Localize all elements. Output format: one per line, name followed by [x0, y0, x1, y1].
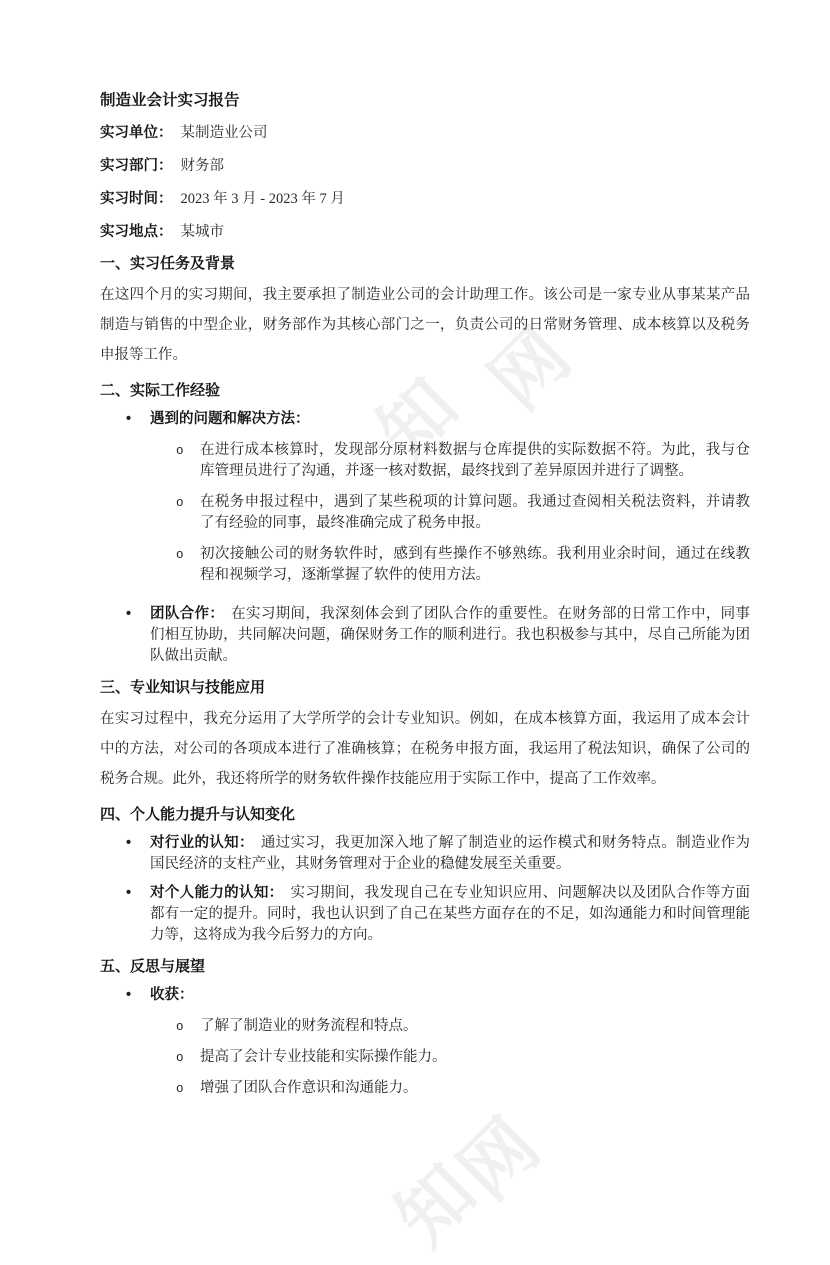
bullet-item — [100, 409, 750, 586]
sub-bullet-text: 了解了制造业的财务流程和特点。 — [200, 1018, 418, 1034]
meta-label: 实习时间： — [100, 191, 173, 207]
document-content — [100, 0, 750, 1099]
watermark-char: 知 — [362, 363, 474, 475]
section-paragraph-1: 在这四个月的实习期间，我主要承担了制造业公司的会计助理工作。该公司是一家专业从事某某产品制造与销售的中型企业，财务部作为其核心部门之一，负责公司的日常财务管理、成本核算以及税务申报等工作。 — [100, 287, 750, 363]
sub-bullet-item — [150, 492, 750, 534]
sub-bullet-item — [150, 544, 750, 586]
sub-bullet-marker-icon: o — [176, 1051, 184, 1065]
sub-bullet-list — [150, 1016, 750, 1099]
sub-bullet-item — [150, 1047, 750, 1068]
watermark-char: 网 — [474, 313, 586, 425]
sub-bullet-marker-icon: o — [176, 1020, 184, 1034]
sub-bullet-text: 提高了会计专业技能和实际操作能力。 — [200, 1049, 447, 1065]
bullet-marker-icon: • — [126, 835, 132, 851]
sub-bullet-text: 初次接触公司的财务软件时，感到有些操作不够熟练。我利用业余时间，通过在线教程和视频学习，逐渐掌握了软件的使用方法。 — [200, 546, 750, 583]
bullet-marker-icon: • — [126, 987, 132, 1003]
bullet-text: 通过实习，我更加深入地了解了制造业的运作模式和财务特点。制造业作为国民经济的支柱产业，其财务管理对于企业的稳健发展至关重要。 — [150, 835, 751, 872]
meta-row-location — [100, 222, 750, 243]
meta-value: 财务部 — [180, 158, 224, 174]
sub-bullet-marker-icon: o — [176, 548, 184, 562]
sub-bullet-marker-icon: o — [176, 496, 184, 510]
bullet-label: 遇到的问题和解决方法： — [150, 411, 310, 427]
sub-bullet-text: 在税务申报过程中，遇到了某些税项的计算问题。我通过查阅相关税法资料，并请教了有经验的同事，最终准确完成了税务申报。 — [200, 494, 750, 531]
section-heading-2: 二、实际工作经验 — [100, 382, 221, 399]
bullet-marker-icon: • — [126, 411, 132, 427]
meta-row-period — [100, 189, 750, 210]
bullet-label: 团队合作： — [150, 606, 225, 622]
meta-row-department — [100, 156, 750, 177]
section-paragraph-3: 在实习过程中，我充分运用了大学所学的会计专业知识。例如，在成本核算方面，我运用了成本会计中的方法，对公司的各项成本进行了准确核算；在税务申报方面，我运用了税法知识，确保了公司的税务合规。此外，我还将所学的财务软件操作技能应用于实际工作中，提高了工作效率。 — [100, 711, 750, 787]
sub-bullet-item — [150, 1016, 750, 1037]
bullet-item — [100, 883, 750, 946]
sub-bullet-marker-icon: o — [176, 1082, 184, 1096]
bullet-list — [100, 833, 750, 946]
meta-value: 某制造业公司 — [180, 125, 268, 141]
bullet-item — [100, 604, 750, 667]
bullet-list — [100, 409, 750, 667]
sub-bullet-item — [150, 1078, 750, 1099]
sub-bullet-marker-icon: o — [176, 444, 184, 458]
meta-row-unit — [100, 123, 750, 144]
bullet-list — [100, 985, 750, 1099]
bullet-text: 在实习期间，我深刻体会到了团队合作的重要性。在财务部的日常工作中，同事们相互协助，共同解决问题，确保财务工作的顺利进行。我也积极参与其中，尽自己所能为团队做出贡献。 — [150, 606, 751, 664]
section-heading-3: 三、专业知识与技能应用 — [100, 679, 266, 696]
meta-value: 某城市 — [180, 224, 224, 240]
sub-bullet-list — [150, 440, 750, 586]
meta-label: 实习部门： — [100, 158, 173, 174]
bullet-item — [100, 985, 750, 1099]
sub-bullet-text: 增强了团队合作意识和沟通能力。 — [200, 1080, 418, 1096]
watermark-char: 知 — [380, 1149, 492, 1261]
document-title: 制造业会计实习报告 — [100, 92, 240, 109]
section-heading-5: 五、反思与展望 — [100, 958, 206, 975]
section-heading-4: 四、个人能力提升与认知变化 — [100, 806, 296, 823]
meta-value: 2023 年 3 月 - 2023 年 7 月 — [180, 191, 345, 207]
sub-bullet-text: 在进行成本核算时，发现部分原材料数据与仓库提供的实际数据不符。为此，我与仓库管理员进行了沟通，并逐一核对数据，最终找到了差异原因并进行了调整。 — [200, 442, 750, 479]
meta-label: 实习单位： — [100, 125, 173, 141]
bullet-text: 实习期间，我发现自己在专业知识应用、问题解决以及团队合作等方面都有一定的提升。同时，我也认识到了自己在某些方面存在的不足，如沟通能力和时间管理能力等，这将成为我今后努力的方向。 — [150, 885, 750, 943]
bullet-label: 对行业的认知： — [150, 835, 254, 851]
bullet-marker-icon: • — [126, 885, 132, 901]
bullet-item — [100, 833, 750, 875]
bullet-marker-icon: • — [126, 606, 132, 622]
watermark-char: 网 — [443, 1103, 555, 1215]
meta-label: 实习地点： — [100, 224, 173, 240]
bullet-label: 收获： — [150, 987, 194, 1003]
section-heading-1: 一、实习任务及背景 — [100, 255, 236, 272]
sub-bullet-item — [150, 440, 750, 482]
bullet-label: 对个人能力的认知： — [150, 885, 284, 901]
